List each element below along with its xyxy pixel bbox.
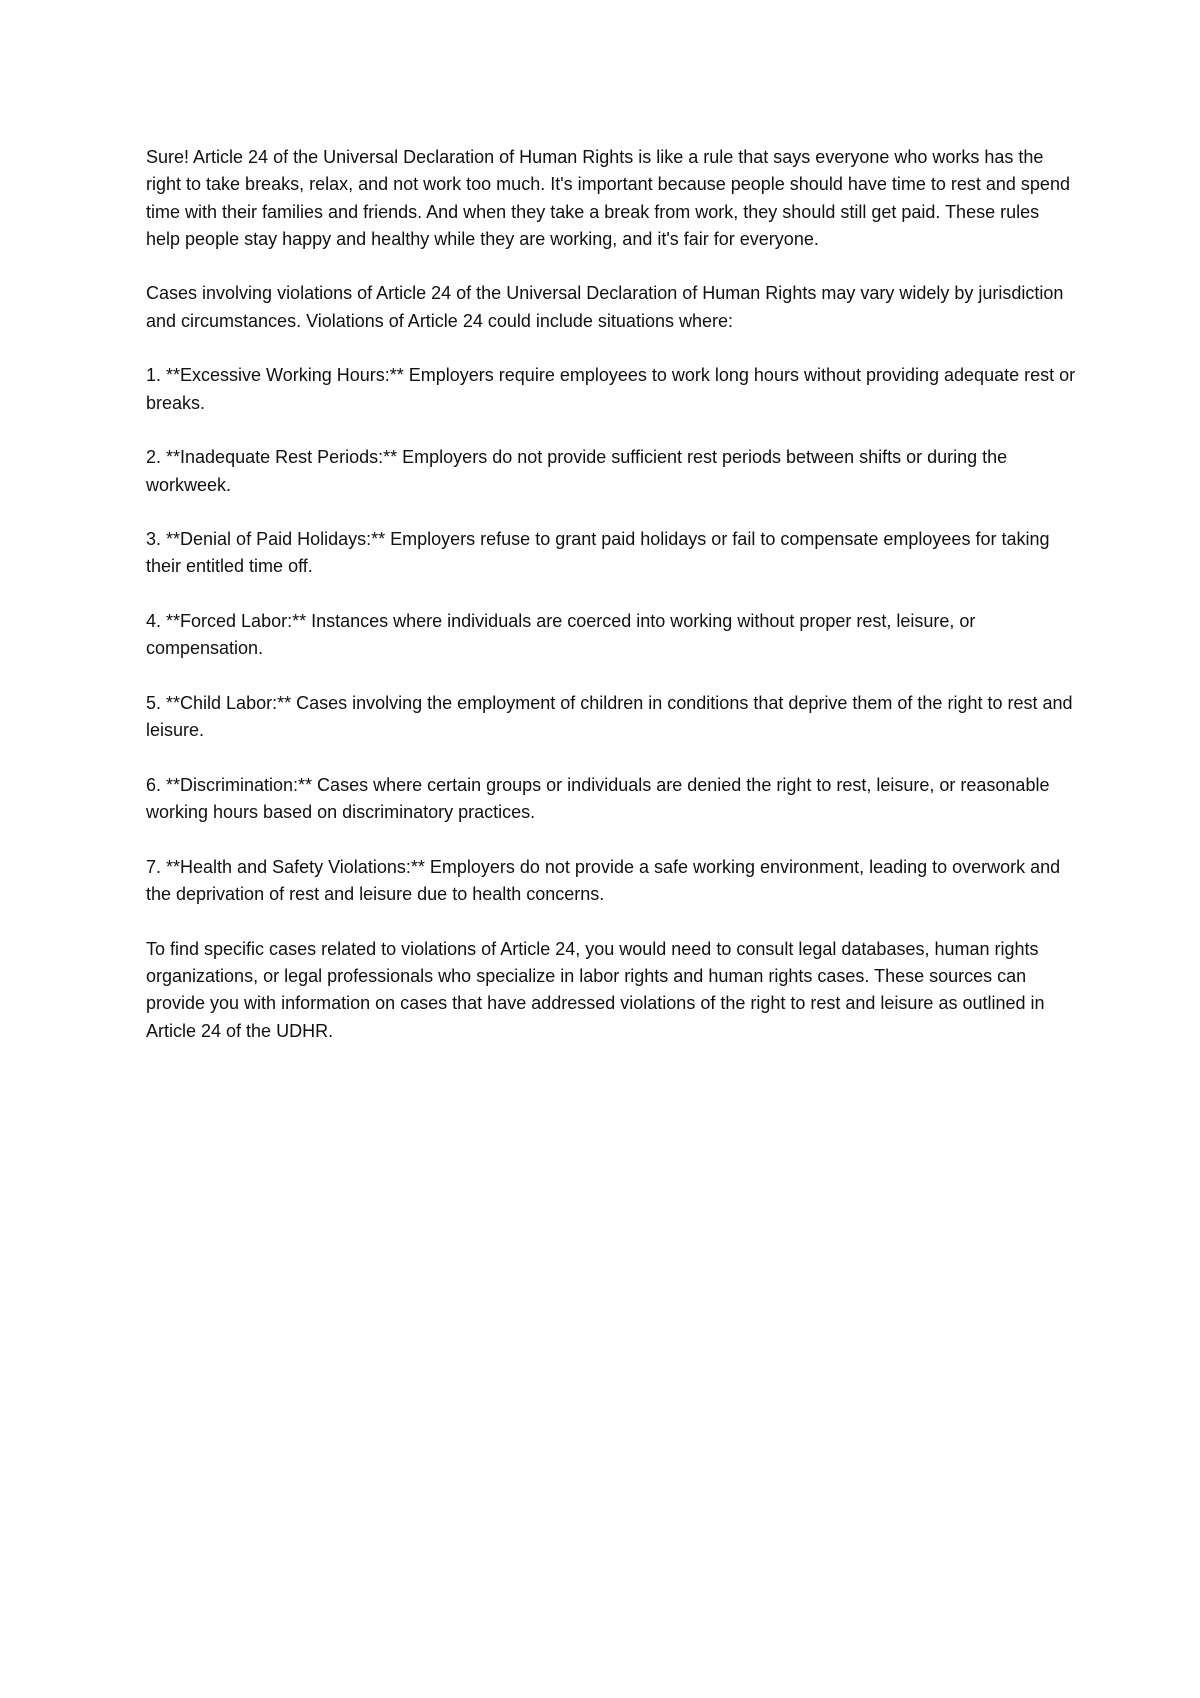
intro-paragraph: Sure! Article 24 of the Universal Declaration of Human Rights is like a rule that says everyone who works has the right to take breaks, relax, and not work too much. It's important because people should have time to rest and spend time with their families and friends. And when they take a break from work, they should still get paid. These rules help people stay happy and healthy while they are working, and it's fair for everyone. bbox=[146, 147, 1070, 249]
list-item-forced-labor: 4. **Forced Labor:** Instances where individuals are coerced into working without proper rest, leisure, or compensation. bbox=[146, 611, 976, 659]
list-item-excessive-working-hours: 1. **Excessive Working Hours:** Employers require employees to work long hours without providing adequate rest or breaks. bbox=[146, 365, 1076, 413]
list-item-denial-of-paid-holidays: 3. **Denial of Paid Holidays:** Employers refuse to grant paid holidays or fail to compensate employees for taking their entitled time off. bbox=[146, 529, 1050, 577]
list-item-child-labor: 5. **Child Labor:** Cases involving the employment of children in conditions that deprive them of the right to rest and leisure. bbox=[146, 692, 1073, 741]
conclusion-paragraph: To find specific cases related to violations of Article 24, you would need to consult legal databases, human rights organizations, or legal professionals who specialize in labor rights and human rights cases. These sources can provide you with information on cases that have addressed violations of the right to rest and leisure as outlined in Article 24 of the UDHR. bbox=[146, 938, 1045, 1041]
document-body bbox=[146, 144, 1076, 1072]
list-item-inadequate-rest-periods: 2. **Inadequate Rest Periods:** Employers do not provide sufficient rest periods between shifts or during the workweek. bbox=[146, 447, 1008, 495]
list-item-health-and-safety-violations: 7. **Health and Safety Violations:** Employers do not provide a safe working environment, leading to overwork and the deprivation of rest and leisure due to health concerns. bbox=[146, 856, 1061, 905]
list-item-discrimination: 6. **Discrimination:** Cases where certain groups or individuals are denied the right to rest, leisure, or reasonable working hours based on discriminatory practices. bbox=[146, 774, 1050, 823]
cases-intro-paragraph: Cases involving violations of Article 24 of the Universal Declaration of Human Rights may vary widely by jurisdiction and circumstances. Violations of Article 24 could include situations where: bbox=[146, 283, 1064, 331]
